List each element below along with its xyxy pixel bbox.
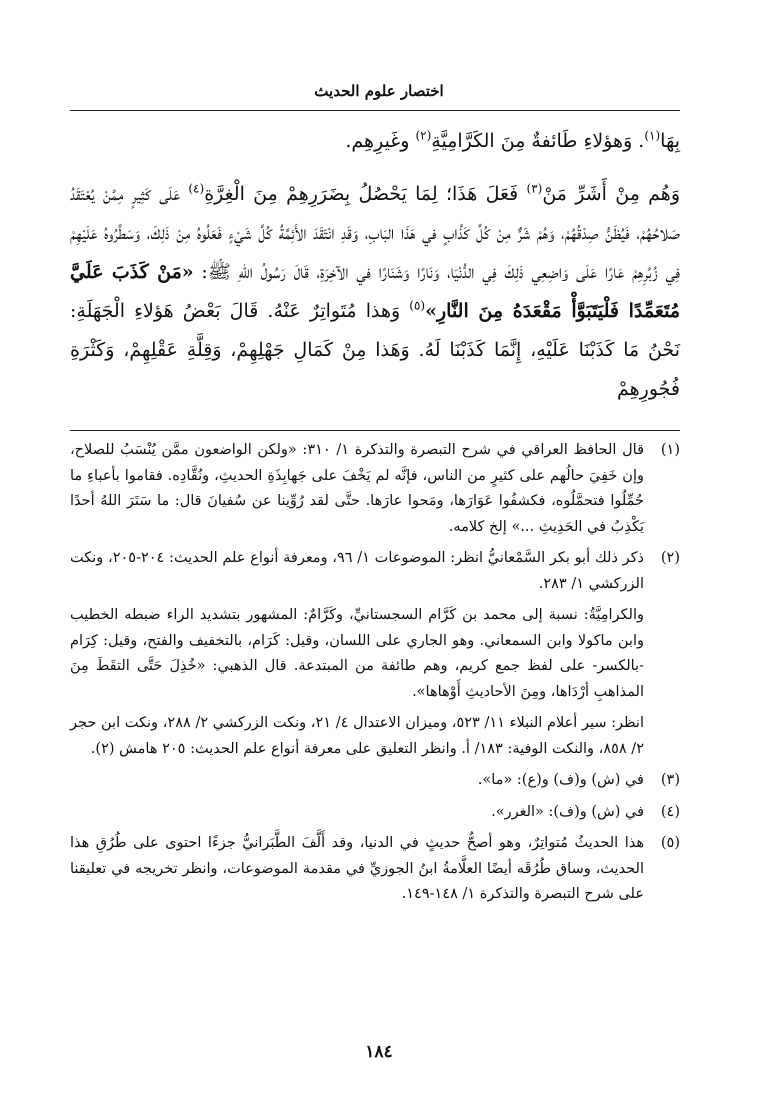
footnote-text: ذكر ذلك أبو بكر السَّمْعانيُّ انظر: الموضوعات ١/ ٩٦، ومعرفة أنواع علم الحديث: ٢٠٤-٢٠٥، ونكت الزركشي ١/ ٢٨٣. [70, 550, 645, 592]
footnote-body [70, 438, 644, 540]
footnotes-divider [70, 430, 680, 431]
footnote-number: (٢) [660, 550, 680, 566]
footnote-number: (٤) [660, 803, 680, 820]
footnote-text: قال الحافظ العراقي في شرح التبصرة والتذكرة ١/ ٣١٠: «ولكن الواضعون ممَّن يُنْسَبُ للصلاح، وإن خَفِيَ حالُهم على كثيرٍ من الناس، فإنَّه لم يَخْفَ على جَهابِذَةِ الحديثِ، ونُقَّادِه. فقاموا بأعباءِ ما حُمِّلُوا فتحمَّلُوه، فكشفُوا عَوَارَها، ومَحوا عارَها. حتَّى لقد رُوِّينا عن سُفيانَ قال: ما سَتَرَ اللهُ أحدًا يَكْذِبُ في الحَدِيثِ ...» إلخ كلامه. [70, 442, 645, 535]
footnote-number: (١) [660, 442, 680, 458]
intro-text-c: وغَيرِهِم. [345, 130, 416, 152]
footnote-body [70, 768, 644, 794]
footnote-text: في (ش) و(ف) و(ع): «ما». [477, 772, 644, 788]
body-text-4: وَهذا مُتَواتِرٌ عَنْهُ. قَالَ بَعْضُ هَؤلاءِ الْجَهَلَةِ: نَحْنُ مَا كَذَبْنَا عَلَيْهِ، إِنَّمَا كَذَبْنَا لَهُ. وَهَذا مِنْ كَمَالِ جَهْلِهِمْ، وَقِلَّةِ عَقْلِهِمْ، وَكَثْرَةِ فُجُورِهِمْ [70, 300, 680, 400]
hadith-quote: «مَنْ كَذَبَ عَلَيَّ مُتَعَمِّدًا فَلْيَتَبَوَّأْ مَقْعَدَهُ مِنَ النَّارِ» [70, 261, 680, 322]
footnote-3 [70, 768, 680, 794]
footnote-number: (٣) [660, 772, 680, 788]
main-text [70, 122, 680, 409]
footnote-ref-3[interactable]: (٣) [526, 181, 543, 196]
footnote-2 [70, 546, 680, 762]
footnote-5 [70, 831, 680, 908]
footnote-text: انظر: سير أعلام النبلاء ١١/ ٥٢٣، وميزان الاعتدال ٤/ ٢١، ونكت الزركشي ٢/ ٢٨٨، ونكت ابن حجر ٢/ ٨٥٨، والنكت الوفية: ١٨٣/ أ. وانظر التعليق على معرفة أنواع علم الحديث: ٢٠٥ هامش (٢). [70, 715, 644, 757]
footnote-4 [70, 800, 680, 826]
footnote-ref-1[interactable]: (١) [644, 128, 661, 143]
intro-paragraph [70, 122, 680, 161]
body-paragraph [70, 175, 680, 409]
body-text-2: فَعَلَ هَذَا؛ لِمَا يَحْصُلُ بِضَرَرِهِمْ مِنَ الْغِرَّةِ [204, 183, 527, 205]
page-number: ١٨٤ [365, 1042, 393, 1062]
footnote-text: في (ش) و(ف): «الغرر». [491, 803, 644, 820]
footnote-text: هذا الحديثُ مُتواتِرٌ، وهو أصحُّ حديثٍ في الدنيا، وقد أَلَّفَ الطَّبَرانيُّ جزءًا احتوى على طُرُقِ هذا الحديث، وساق طُرُقَه أيضًا العلَّامةُ ابنُ الجوزيِّ في مقدمة الموضوعات، وانظر تخريجه في تعليقنا على شرح التبصرة والتذكرة ١/ ١٤٨-١٤٩. [70, 835, 644, 902]
footnote-ref-2[interactable]: (٢) [415, 128, 432, 143]
footnote-number: (٥) [660, 835, 680, 851]
running-head: اختصار علوم الحديث [314, 82, 444, 100]
footnote-ref-5[interactable]: (٥) [409, 298, 426, 313]
body-text-1: وَهُم مِنْ أَشَرِّ مَنْ [542, 183, 680, 205]
footnote-ref-4[interactable]: (٤) [188, 181, 205, 196]
footnotes-section [70, 438, 680, 914]
intro-text-a: بِهَا [660, 130, 680, 152]
body-text-3: عَلَى كَثِيرٍ مِمَّنْ يُعْتَقَدُ صَلاحُهُمْ، فَيُظَنُّ صِدْقُهُمْ، وَهُمْ شَرٌّ مِنْ كُلِّ كَذَّابٍ في هَذَا البَابِ، وَقَدِ انْتَقَدَ الأَئِمَّةُ كُلَّ شَيْءٍ فَعَلُوهُ مِنْ ذَلِكَ، وَسَطَّرُوهُ عَلَيْهِمْ فِي زُبُرِهِمْ عَارًا عَلَى وَاضِعِي ذَلِكَ فِي الدُّنْيَا، وَنَارًا وَشَنَارًا في الآخِرَةِ، قَالَ رَسُولُ اللهِ ﷺ: [70, 183, 680, 283]
footnote-text: والكرامِيَّةُ: نسبة إلى محمد بن كَرَّام السجستانيِّ، وكَرَّامٌ: المشهور بتشديد الراء ضبطه الخطيب وابن ماكولا وابن السمعاني. وهو الجاري على اللسان، وقيل: كَرَام، بالتخفيف والفتح، وقيل: كِرَام -بالكسر- على لفظ جمع كريم، وهم طائفة من المبتدعة. قال الذهبي: «خُذِلَ حَتَّى التقَطَ مِنَ المذاهبِ أرْدَاها، ومِنَ الأحاديثِ أَوْهاها». [70, 607, 644, 700]
footnote-1 [70, 438, 680, 540]
intro-text-b: . وَهؤلاءِ طَائفةٌ مِنَ الكَرَّامِيَّةِ [431, 130, 645, 152]
footnote-body [70, 546, 644, 762]
footnote-body [70, 831, 644, 908]
header-divider [70, 110, 680, 111]
footnote-body [70, 800, 644, 826]
